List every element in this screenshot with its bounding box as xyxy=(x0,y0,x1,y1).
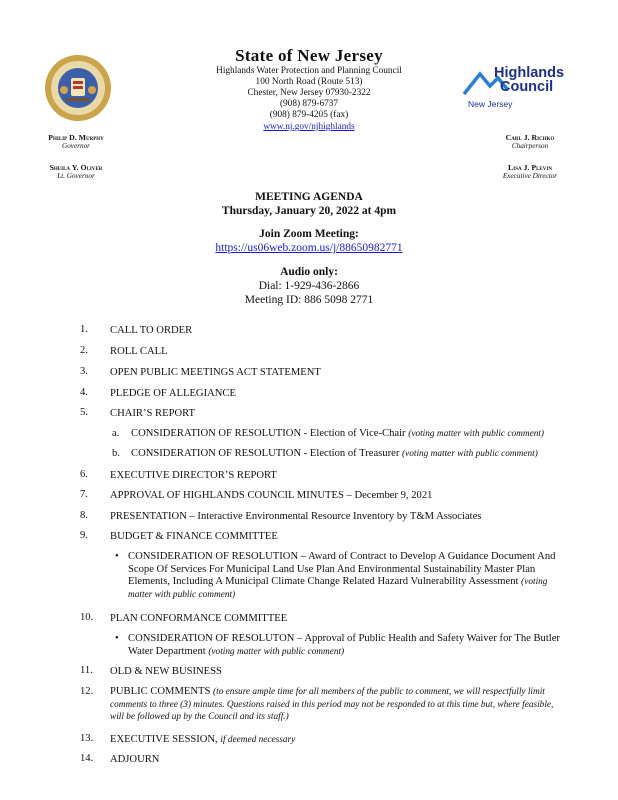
agency-name: Highlands Water Protection and Planning Council xyxy=(216,66,402,76)
item-number: 4. xyxy=(80,387,88,398)
item-pledge: PLEDGE OF ALLEGIANCE xyxy=(110,388,236,399)
sub-item-letter: a. xyxy=(112,428,120,439)
official-chairperson: Carl J. Richko Chairperson xyxy=(505,133,555,150)
sub-item-vice-chair: CONSIDERATION OF RESOLUTION - Election of Vice-Chair (voting matter with public comment) xyxy=(131,428,545,439)
bullet-icon: • xyxy=(115,633,119,644)
item-plan-conformance: PLAN CONFORMANCE COMMITTEE xyxy=(110,613,288,624)
zoom-link[interactable]: https://us06web.zoom.us/j/88650982771 xyxy=(215,242,403,254)
state-title: State of New Jersey xyxy=(235,46,383,65)
address-line-1: 100 North Road (Route 513) xyxy=(255,77,363,87)
item-number: 6. xyxy=(80,469,88,480)
meeting-title: MEETING AGENDA xyxy=(255,191,363,203)
fax: (908) 879-4205 (fax) xyxy=(269,110,349,120)
item-chairs-report: CHAIR’S REPORT xyxy=(110,408,196,419)
dial-number: Dial: 1-929-436-2866 xyxy=(258,280,360,292)
meeting-date: Thursday, January 20, 2022 at 4pm xyxy=(221,205,397,217)
item-number: 10. xyxy=(80,612,94,623)
sub-item-guidance-contract: CONSIDERATION OF RESOLUTION – Award of Contract to Develop A Guidance Document And Scope Of Services For Municipal Land Use Plan And Environmental Sustainability Master Plan Elements, Including A Municipal Climate Change Related Hazard Vulnerability Assessment (voting matter with public comment) xyxy=(128,551,556,600)
item-number: 8. xyxy=(80,510,88,521)
item-number: 13. xyxy=(80,733,94,744)
item-number: 1. xyxy=(80,324,88,335)
item-number: 2. xyxy=(80,345,88,356)
logo-line-2: Council xyxy=(500,79,554,95)
logo-state: New Jersey xyxy=(468,99,513,109)
item-budget-finance: BUDGET & FINANCE COMMITTEE xyxy=(110,531,278,542)
sub-item-butler-waiver: CONSIDERATION OF RESOLUTON – Approval of Public Health and Safety Waiver for The Butler Water Department (voting matter with public comment) xyxy=(128,633,560,657)
item-call-to-order: CALL TO ORDER xyxy=(110,325,193,336)
phone: (908) 879-6737 xyxy=(279,99,339,109)
logo-line-1: Highlands xyxy=(494,65,565,81)
item-opma-statement: OPEN PUBLIC MEETINGS ACT STATEMENT xyxy=(110,367,321,378)
item-number: 12. xyxy=(80,686,94,697)
item-roll-call: ROLL CALL xyxy=(110,346,168,357)
item-number: 3. xyxy=(80,366,88,377)
item-presentation: PRESENTATION – Interactive Environmental Resource Inventory by T&M Associates xyxy=(110,511,482,522)
meeting-id: Meeting ID: 886 5098 2771 xyxy=(244,294,374,306)
zoom-label: Join Zoom Meeting: xyxy=(259,228,359,240)
item-number: 7. xyxy=(80,489,88,500)
item-approval-minutes: APPROVAL OF HIGHLANDS COUNCIL MINUTES – December 9, 2021 xyxy=(110,490,433,501)
item-adjourn: ADJOURN xyxy=(110,754,160,765)
sub-item-treasurer: CONSIDERATION OF RESOLUTION - Election of Treasurer (voting matter with public comment) xyxy=(131,448,538,459)
official-lt-governor: Sheila Y. Oliver Lt. Governor xyxy=(49,163,103,180)
audio-label: Audio only: xyxy=(280,266,338,278)
item-public-comments: PUBLIC COMMENTS (to ensure ample time for all members of the public to comment, we will respectfully limit comments to three (3) minutes. Questions raised in this period may not be responded to at this time but, where feasible, will be followed up by the Council and its staff.) xyxy=(110,686,554,723)
item-executive-director-report: EXECUTIVE DIRECTOR’S REPORT xyxy=(110,470,277,481)
item-number: 14. xyxy=(80,753,94,764)
address-line-2: Chester, New Jersey 07930-2322 xyxy=(247,88,371,98)
item-executive-session: EXECUTIVE SESSION, if deemed necessary xyxy=(110,734,296,745)
item-number: 5. xyxy=(80,407,88,418)
item-number: 9. xyxy=(80,530,88,541)
sub-item-letter: b. xyxy=(112,448,120,459)
item-number: 11. xyxy=(80,665,93,676)
official-governor: Philip D. Murphy Governor xyxy=(48,133,104,150)
official-executive-director: Lisa J. Plevin Executive Director xyxy=(502,163,558,180)
website-link[interactable]: www.nj.gov/njhighlands xyxy=(263,122,355,132)
bullet-icon: • xyxy=(115,551,119,562)
item-old-new-business: OLD & NEW BUSINESS xyxy=(110,666,222,677)
